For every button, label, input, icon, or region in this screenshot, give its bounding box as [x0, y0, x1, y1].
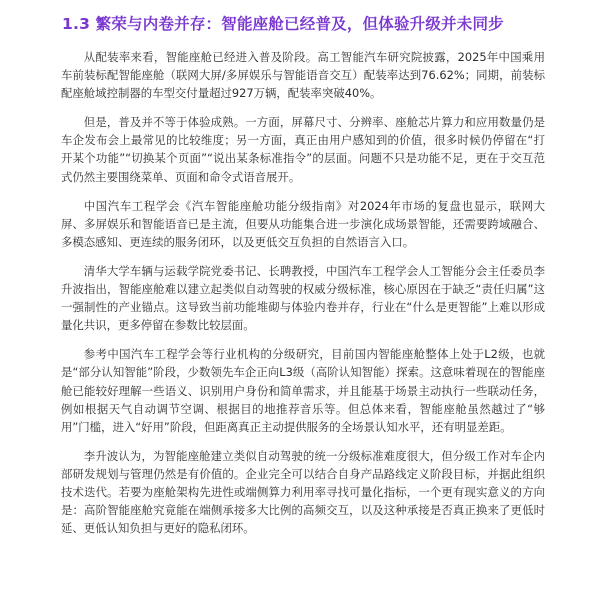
paragraph-5: 参考中国汽车工程学会等行业机构的分级研究，目前国内智能座舱整体上处于L2级，也就是“部分认知智能”阶段，少数领先车企正向L3级（高阶认知智能）探索。这意味着现在的智能座舱已能较好理解一些语义、识别用户身份和简单需求，并且能基于场景主动执行一些联动任务，例如根据天气自动调节空调、根据目的地推荐音乐等。但总体来看，智能座舱虽然越过了“够用”门槛，进入“好用”阶段，但距离真正主动提供服务的全场景认知水平，还有明显差距。 — [61, 347, 545, 434]
paragraph-3: 中国汽车工程学会《汽车智能座舱功能分级指南》对2024年市场的复盘也显示，联网大屏、多屏娱乐和智能语音已是主流，但要从功能集合进一步演化成场景智能，还需要跨域融合、多模态感知、更连续的服务闭环，以及更低交互负担的自然语言入口。 — [61, 198, 545, 249]
paragraph-6: 李升波认为，为智能座舱建立类似自动驾驶的统一分级标准难度很大，但分级工作对车企内部研发规划与管理仍然是有价值的。企业完全可以结合自身产品路线定义阶段目标，并据此组织技术迭代。若要为座舱架构先进性或端侧算力利用率寻找可量化指标，一个更有现实意义的方向是：高阶智能座舱究竟能在端侧承接多大比例的高频交互，以及这种承接是否真正换来了更低时延、更低认知负担与更好的隐私闭环。 — [61, 448, 545, 536]
section-title: 1.3 繁荣与内卷并存：智能座舱已经普及，但体验升级并未同步 — [62, 15, 504, 33]
paragraph-4: 清华大学车辆与运载学院党委书记、长聘教授，中国汽车工程学会人工智能分会主任委员李升波指出，智能座舱难以建立起类似自动驾驶的权威分级标准，核心原因在于缺乏“责任归属”这一强制性的产业锚点。这导致当前功能堆砌与体验内卷并存，行业在“什么是更智能”上难以形成量化共识，更多停留在参数比较层面。 — [61, 263, 545, 333]
paragraph-1: 从配装率来看，智能座舱已经进入普及阶段。高工智能汽车研究院披露，2025年中国乘用车前装标配智能座舱（联网大屏/多屏娱乐与智能语音交互）配装率达到76.62%；同期，前装标配座舱域控制器的车型交付量超过927万辆，配装率突破40%。 — [61, 50, 545, 101]
paragraph-2: 但是，普及并不等于体验成熟。一方面，屏幕尺寸、分辨率、座舱芯片算力和应用数量仍是车企发布会上最常见的比较维度；另一方面，真正由用户感知到的价值，很多时候仍停留在“打开某个功能”“切换某个页面”“说出某条标准指令”的层面。问题不只是功能不足，更在于交互范式仍然主要围绕菜单、页面和命令式语音展开。 — [61, 115, 545, 184]
section-body — [61, 48, 545, 548]
